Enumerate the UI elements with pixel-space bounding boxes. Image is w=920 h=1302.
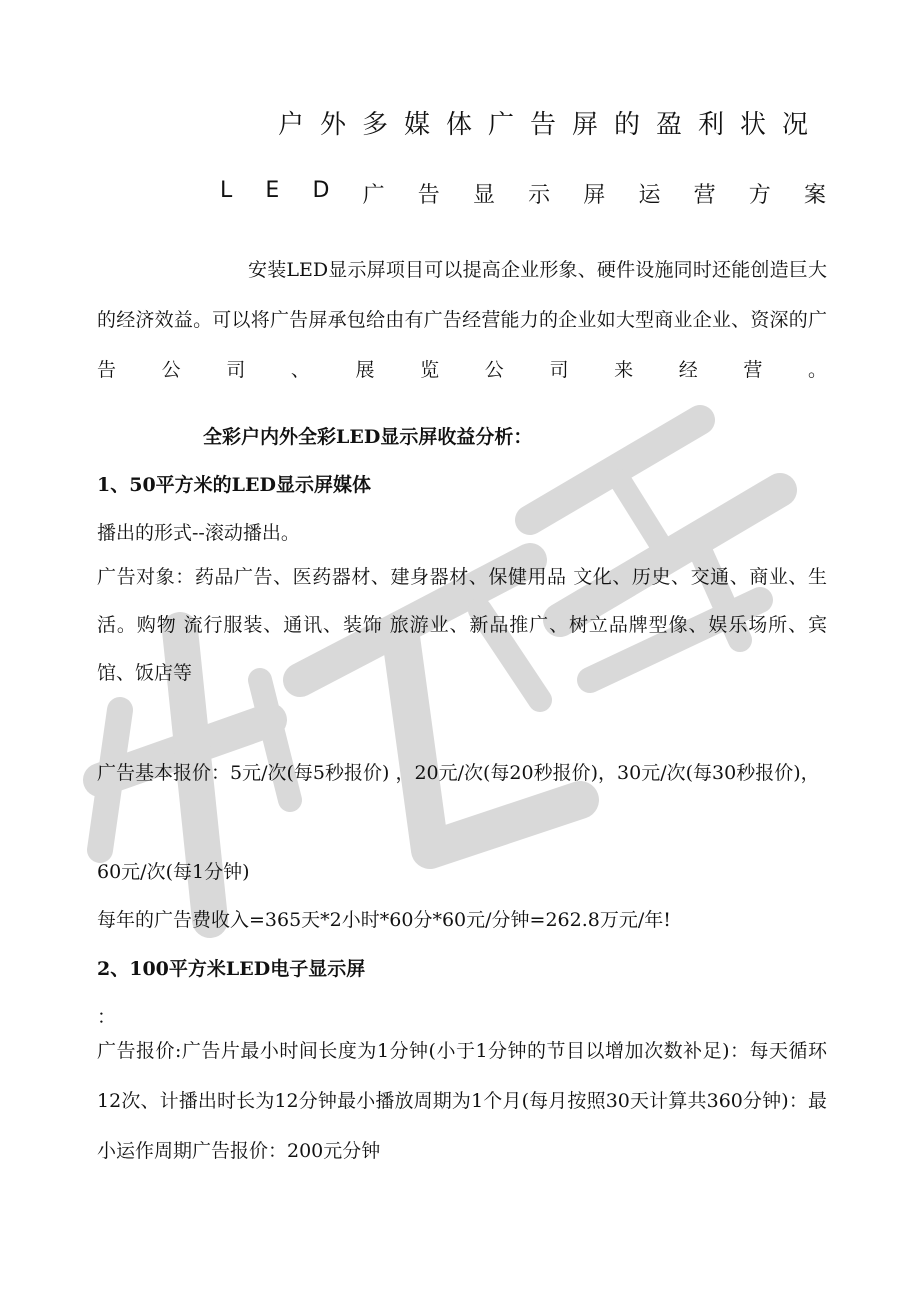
subtitle-char: L: [220, 178, 233, 203]
subtitle-char: 方: [748, 183, 771, 208]
item1-annual-income: 每年的广告费收入=365天*2小时*60分*60元/分钟=262.8万元/年!: [97, 909, 671, 931]
document-subtitle: [220, 178, 826, 209]
subtitle-char: 屏: [583, 183, 606, 208]
subtitle-char: 案: [803, 183, 826, 208]
item1-targets: 广告对象：药品广告、医药器材、建身器材、保健用品 文化、历史、交通、商业、生活。购物 流行服装、通讯、装饰 旅游业、新品推广、树立品牌型像、娱乐场所、宾馆、饭店等: [97, 566, 827, 684]
item1-price: 广告基本报价：5元/次(每5秒报价) ，20元/次(每20秒报价)，30元/次(每30秒报价)，: [97, 762, 820, 784]
item2-colon: ：: [97, 1006, 117, 1028]
subtitle-char: 广: [362, 183, 385, 208]
subtitle-char: 营: [693, 183, 716, 208]
item2-heading: 2、100平方米LED电子显示屏: [97, 958, 366, 980]
item1-format: 播出的形式--滚动播出。: [97, 522, 300, 544]
subtitle-char: 示: [528, 183, 551, 208]
subtitle-char: E: [265, 178, 280, 203]
subtitle-char: 显: [472, 183, 495, 208]
subtitle-char: 运: [638, 183, 661, 208]
item2-price-paragraph: 广告报价:广告片最小时间长度为1分钟(小于1分钟的节目以增加次数补足)：每天循环12次、计播出时长为12分钟最小播放周期为1个月(每月按照30天计算共360分钟)：最小运作周期广告报价：200元分钟: [97, 1040, 827, 1162]
section-title: 全彩户内外全彩LED显示屏收益分析：: [203, 426, 533, 448]
item1-price-per-minute: 60元/次(每1分钟): [97, 861, 250, 883]
subtitle-char: D: [312, 178, 330, 203]
intro-paragraph: 安装LED显示屏项目可以提高企业形象、硬件设施同时还能创造巨大的经济效益。可以将广告屏承包给由有广告经营能力的企业如大型商业企业、资深的广告公司、展览公司来经营。: [97, 259, 827, 381]
subtitle-char: 告: [417, 183, 440, 208]
document-title: 户外多媒体广告屏的盈利状况: [277, 110, 824, 140]
item1-heading: 1、50平方米的LED显示屏媒体: [97, 474, 371, 496]
